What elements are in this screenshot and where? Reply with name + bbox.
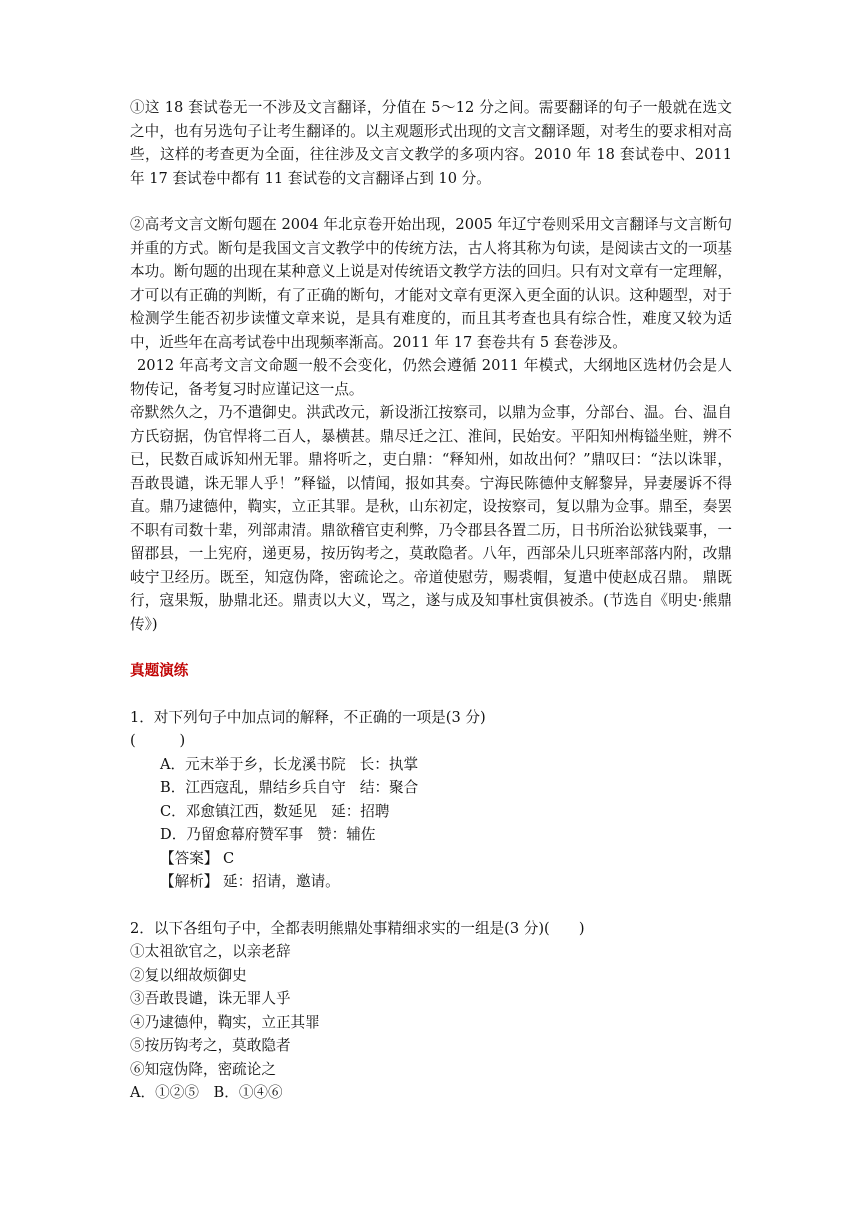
option-b (130, 776, 732, 800)
answer-choices: A．①②⑤ B．①④⑥ (130, 1084, 283, 1101)
paragraph-punctuation: ②高考文言文断句题在 2004 年北京卷开始出现，2005 年辽宁卷则采用文言翻译与文言断句并重的方式。断句是我国文言文教学中的传统方法，古人将其称为句读，是阅读古文的一项基本功。断句题的出现在某种意义上说是对传统语文教学方法的回归。只有对文章有一定理解，才可以有正确的判断，有了正确的断句，才能对文章有更深入更全面的认识。这种题型，对于检测学生能否初步读懂文章来说，是具有难度的，而且其考查也具有综合性，难度又较为适中，近些年在高考试卷中出现频率渐高。2011 年 17 套卷共有 5 套卷涉及。 (130, 216, 732, 351)
list-item: ⑥知寇伪降，密疏论之 (130, 1060, 276, 1078)
option-text: A．元末举于乡，长龙溪书院 (160, 755, 346, 773)
option-gloss: 长：执掌 (359, 755, 419, 773)
option-d (130, 823, 732, 847)
question-2-stem: 2．以下各组句子中，全都表明熊鼎处事精细求实的一组是(3 分)( ) (130, 919, 585, 937)
paragraph-translation: ①这 18 套试卷无一不涉及文言翻译，分值在 5～12 分之间。需要翻译的句子一般就在选文之中，也有另选句子让考生翻译的。以主观题形式出现的文言文翻译题，对考生的要求相对高些，这样的考查更为全面，往往涉及文言文教学的多项内容。2010 年 18 套试卷中、2011 年 17 套试卷中都有 11 套试卷的文言翻译占到 10 分。 (130, 99, 732, 187)
blank-line (130, 636, 732, 659)
list-item: ②复以细故烦御史 (130, 966, 247, 984)
blank-line (130, 894, 732, 917)
answer-blank: ( ) (130, 732, 186, 749)
question-2 (130, 917, 732, 1105)
question-1 (130, 706, 732, 894)
blank-line (130, 190, 732, 213)
analysis-line: 【解析】 延：招请，邀请。 (160, 873, 340, 890)
option-gloss: 延：招聘 (331, 802, 390, 820)
question-1-stem: 1．对下列句子中加点词的解释，不正确的一项是(3 分) (130, 708, 486, 726)
blank-line (130, 683, 732, 706)
option-c (130, 800, 732, 824)
option-text: D．乃留愈幕府赞军事 (160, 826, 304, 843)
section-title: 真题演练 (130, 662, 189, 679)
paragraph-forecast: 2012 年高考文言文命题一般不会变化，仍然会遵循 2011 年模式，大纲地区选材仍会是人物传记，备考复习时应谨记这一点。 (130, 357, 732, 398)
answer-line: 【答案】 C (160, 849, 235, 867)
list-item: ③吾敢畏谴，诛无罪人乎 (130, 990, 291, 1007)
passage-text: 帝默然久之，乃不遣御史。洪武改元，新设浙江按察司，以鼎为佥事，分部台、温。台、温自方氏窃据，伪官悍将二百人，暴横甚。鼎尽迁之江、淮间，民始安。平阳知州梅镒坐赃，辨不已，民数百咸诉知州无罪。鼎将听之，吏白鼎：“释知州，如故出何？”鼎叹曰：“法以诛罪，吾敢畏谴，诛无罪人乎！”释镒，以情闻，报如其奏。宁海民陈德仲支解黎异，异妻屡诉不得直。鼎乃逮德仲，鞫实，立正其罪。是秋，山东初定，设按察司，复以鼎为佥事。鼎至，奏罢不职有司数十辈，列部肃清。鼎欲稽官吏利弊，乃令郡县各置二历，日书所治讼狱钱粟事，一留郡县，一上宪府，递更易，按历钩考之，莫敢隐者。八年，西部朵儿只班率部落内附，改鼎岐宁卫经历。既至，知寇伪降，密疏论之。帝道使慰劳，赐裘帽，复遣中使赵成召鼎。 鼎既行，寇果叛，胁鼎北还。鼎责以大义，骂之，遂与成及知事杜寅俱被杀。(节选自《明史·熊鼎传》) (130, 404, 732, 633)
option-text: B．江西寇乱，鼎结乡兵自守 (160, 779, 346, 796)
list-item: ⑤按历钩考之，莫敢隐者 (130, 1037, 291, 1054)
document-page (130, 96, 732, 1105)
option-text: C．邓愈镇江西，数延见 (160, 802, 318, 820)
list-item: ①太祖欲官之，以亲老辞 (130, 943, 291, 960)
sentence-list (130, 940, 732, 1081)
option-gloss: 结：聚合 (359, 779, 419, 796)
option-gloss: 赞：辅佐 (317, 826, 376, 843)
list-item: ④乃逮德仲，鞫实，立正其罪 (130, 1013, 320, 1031)
option-a (130, 753, 732, 777)
